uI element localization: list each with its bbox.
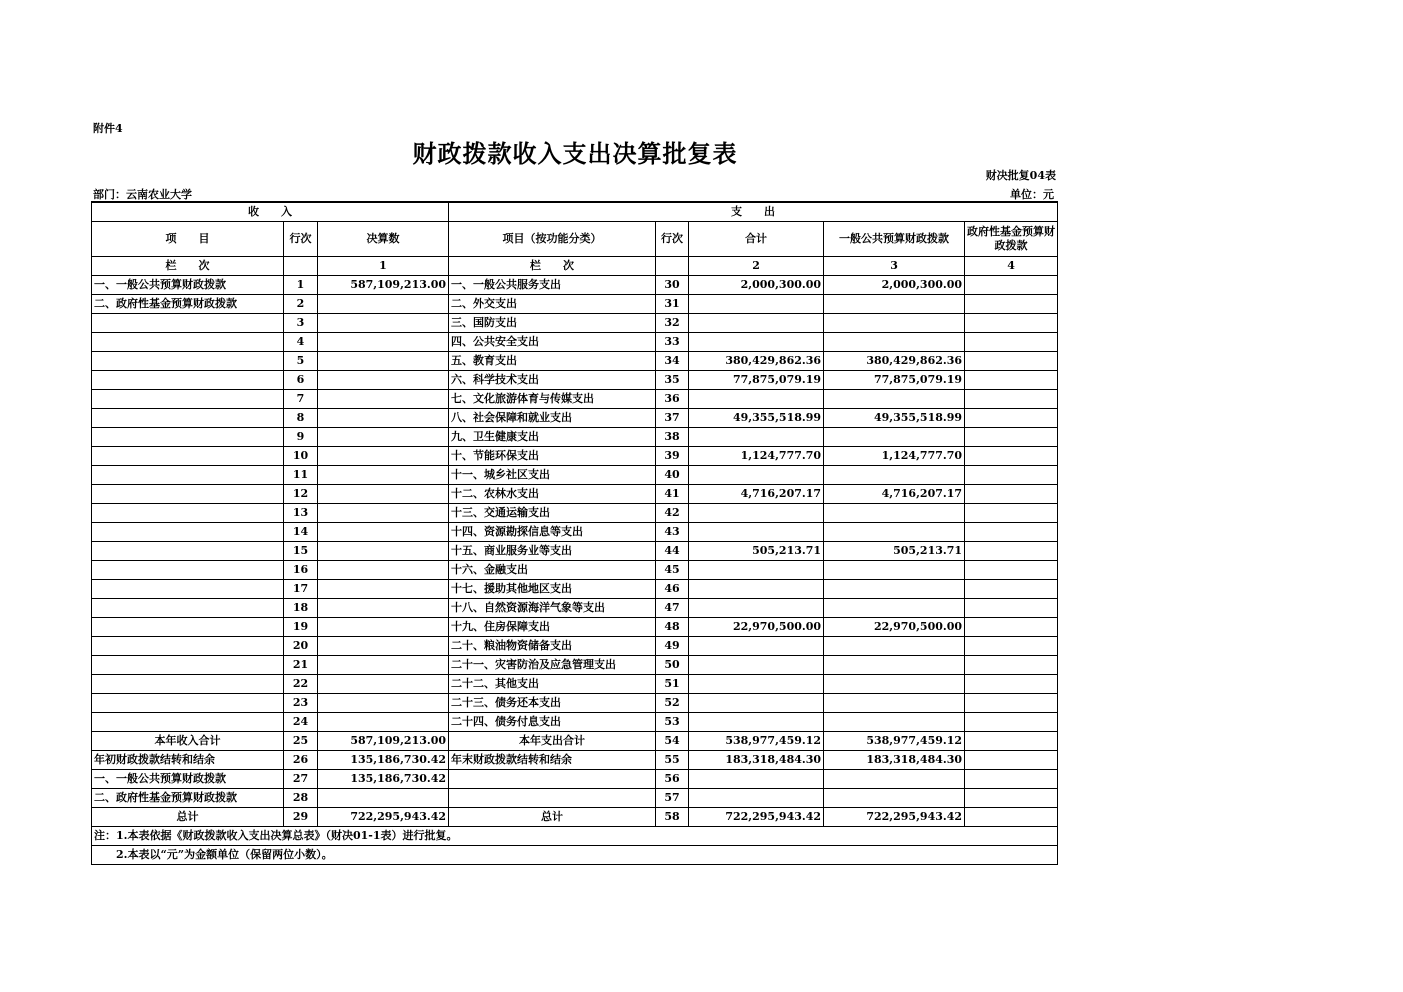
form-code: 财决批复04表 bbox=[985, 169, 1056, 182]
expense-item: 二、外交支出 bbox=[449, 295, 656, 314]
expense-item: 十九、住房保障支出 bbox=[449, 618, 656, 637]
income-header: 收 入 bbox=[92, 202, 449, 222]
income-amount bbox=[318, 390, 449, 409]
table-row bbox=[92, 656, 1058, 675]
expense-gov-fund bbox=[965, 466, 1058, 485]
expense-total bbox=[689, 504, 824, 523]
column-index-row bbox=[92, 257, 1058, 276]
table-row bbox=[92, 390, 1058, 409]
expense-item: 五、教育支出 bbox=[449, 352, 656, 371]
expense-row-no: 47 bbox=[656, 599, 689, 618]
income-amount bbox=[318, 637, 449, 656]
total-header: 合计 bbox=[689, 222, 824, 257]
table-row bbox=[92, 713, 1058, 732]
table-row bbox=[92, 428, 1058, 447]
expense-item bbox=[449, 770, 656, 789]
table-row bbox=[92, 466, 1058, 485]
col-index-1: 1 bbox=[318, 257, 449, 276]
income-amount: 135,186,730.42 bbox=[318, 751, 449, 770]
expense-general-budget bbox=[824, 390, 965, 409]
income-amount bbox=[318, 561, 449, 580]
income-item bbox=[92, 523, 284, 542]
income-amount bbox=[318, 371, 449, 390]
income-row-no: 1 bbox=[284, 276, 318, 295]
income-item bbox=[92, 333, 284, 352]
income-item bbox=[92, 466, 284, 485]
note-text: 2.本表以“元”为金额单位（保留两位小数）。 bbox=[92, 846, 1058, 865]
expense-row-no: 35 bbox=[656, 371, 689, 390]
expense-gov-fund bbox=[965, 637, 1058, 656]
income-item bbox=[92, 637, 284, 656]
expense-general-budget bbox=[824, 561, 965, 580]
expense-row-no: 46 bbox=[656, 580, 689, 599]
income-amount bbox=[318, 656, 449, 675]
income-amount bbox=[318, 333, 449, 352]
expense-gov-fund bbox=[965, 561, 1058, 580]
expense-item: 六、科学技术支出 bbox=[449, 371, 656, 390]
income-row-no: 5 bbox=[284, 352, 318, 371]
expense-total: 4,716,207.17 bbox=[689, 485, 824, 504]
expense-row-no: 44 bbox=[656, 542, 689, 561]
expense-general-budget bbox=[824, 789, 965, 808]
expense-row-no: 58 bbox=[656, 808, 689, 827]
gov-fund-header: 政府性基金预算财政拨款 bbox=[965, 222, 1058, 257]
col-index-4: 4 bbox=[965, 257, 1058, 276]
income-item bbox=[92, 599, 284, 618]
expense-general-budget bbox=[824, 675, 965, 694]
expense-gov-fund bbox=[965, 314, 1058, 333]
income-row-no: 4 bbox=[284, 333, 318, 352]
income-item bbox=[92, 713, 284, 732]
expense-row-no: 32 bbox=[656, 314, 689, 333]
table-row bbox=[92, 485, 1058, 504]
table-row bbox=[92, 637, 1058, 656]
income-item bbox=[92, 694, 284, 713]
expense-total: 538,977,459.12 bbox=[689, 732, 824, 751]
table-row bbox=[92, 770, 1058, 789]
income-amount bbox=[318, 580, 449, 599]
income-amount bbox=[318, 694, 449, 713]
expense-total bbox=[689, 580, 824, 599]
table-row bbox=[92, 295, 1058, 314]
unit-label: 单位：元 bbox=[1010, 188, 1054, 201]
income-item bbox=[92, 542, 284, 561]
expense-general-budget: 49,355,518.99 bbox=[824, 409, 965, 428]
table-row bbox=[92, 447, 1058, 466]
expense-total bbox=[689, 466, 824, 485]
income-amount: 587,109,213.00 bbox=[318, 732, 449, 751]
income-row-no: 10 bbox=[284, 447, 318, 466]
expense-row-no: 43 bbox=[656, 523, 689, 542]
expense-total bbox=[689, 675, 824, 694]
expense-total bbox=[689, 390, 824, 409]
expense-gov-fund bbox=[965, 428, 1058, 447]
income-row-no: 28 bbox=[284, 789, 318, 808]
income-amount bbox=[318, 599, 449, 618]
expense-row-no: 53 bbox=[656, 713, 689, 732]
expense-gov-fund bbox=[965, 485, 1058, 504]
income-item bbox=[92, 580, 284, 599]
row-no-header-2: 行次 bbox=[656, 222, 689, 257]
expense-general-budget: 22,970,500.00 bbox=[824, 618, 965, 637]
income-amount bbox=[318, 409, 449, 428]
expense-total bbox=[689, 523, 824, 542]
expense-gov-fund bbox=[965, 295, 1058, 314]
expense-item: 年末财政拨款结转和结余 bbox=[449, 751, 656, 770]
income-row-no: 19 bbox=[284, 618, 318, 637]
expense-row-no: 49 bbox=[656, 637, 689, 656]
expense-item: 二十、粮油物资储备支出 bbox=[449, 637, 656, 656]
income-item bbox=[92, 485, 284, 504]
expense-general-budget: 2,000,300.00 bbox=[824, 276, 965, 295]
expense-total bbox=[689, 713, 824, 732]
income-amount: 135,186,730.42 bbox=[318, 770, 449, 789]
table-row bbox=[92, 694, 1058, 713]
expense-total bbox=[689, 694, 824, 713]
col-label-2: 栏 次 bbox=[449, 257, 656, 276]
expense-general-budget bbox=[824, 599, 965, 618]
expense-item: 二十四、债务付息支出 bbox=[449, 713, 656, 732]
expense-row-no: 36 bbox=[656, 390, 689, 409]
income-row-no: 7 bbox=[284, 390, 318, 409]
table-row bbox=[92, 314, 1058, 333]
expense-total bbox=[689, 561, 824, 580]
expense-gov-fund bbox=[965, 656, 1058, 675]
expense-row-no: 54 bbox=[656, 732, 689, 751]
income-row-no: 23 bbox=[284, 694, 318, 713]
expense-gov-fund bbox=[965, 504, 1058, 523]
row-no-header: 行次 bbox=[284, 222, 318, 257]
attachment-label: 附件4 bbox=[93, 122, 123, 135]
income-row-no: 6 bbox=[284, 371, 318, 390]
expense-item: 十八、自然资源海洋气象等支出 bbox=[449, 599, 656, 618]
expense-row-no: 38 bbox=[656, 428, 689, 447]
expense-general-budget bbox=[824, 656, 965, 675]
income-row-no: 24 bbox=[284, 713, 318, 732]
expense-general-budget: 538,977,459.12 bbox=[824, 732, 965, 751]
income-item bbox=[92, 656, 284, 675]
expense-gov-fund bbox=[965, 542, 1058, 561]
income-item: 二、政府性基金预算财政拨款 bbox=[92, 295, 284, 314]
expense-general-budget: 4,716,207.17 bbox=[824, 485, 965, 504]
department-label: 部门：云南农业大学 bbox=[93, 188, 192, 201]
expense-item: 二十三、债务还本支出 bbox=[449, 694, 656, 713]
expense-total bbox=[689, 314, 824, 333]
note-text: 注：1.本表依据《财政拨款收入支出决算总表》（财决01-1表）进行批复。 bbox=[92, 827, 1058, 846]
expense-gov-fund bbox=[965, 523, 1058, 542]
income-item bbox=[92, 618, 284, 637]
expense-gov-fund bbox=[965, 352, 1058, 371]
expense-item: 十六、金融支出 bbox=[449, 561, 656, 580]
income-row-no: 8 bbox=[284, 409, 318, 428]
income-row-no: 27 bbox=[284, 770, 318, 789]
general-budget-header: 一般公共预算财政拨款 bbox=[824, 222, 965, 257]
expense-row-no: 42 bbox=[656, 504, 689, 523]
expense-row-no: 55 bbox=[656, 751, 689, 770]
expense-total: 505,213.71 bbox=[689, 542, 824, 561]
income-amount bbox=[318, 713, 449, 732]
expense-gov-fund bbox=[965, 390, 1058, 409]
expense-total bbox=[689, 599, 824, 618]
expense-row-no: 37 bbox=[656, 409, 689, 428]
func-item-header: 项目（按功能分类） bbox=[449, 222, 656, 257]
expense-general-budget bbox=[824, 523, 965, 542]
expense-row-no: 51 bbox=[656, 675, 689, 694]
expense-gov-fund bbox=[965, 618, 1058, 637]
expense-total: 22,970,500.00 bbox=[689, 618, 824, 637]
expense-gov-fund bbox=[965, 675, 1058, 694]
expense-total bbox=[689, 789, 824, 808]
col-index-3: 3 bbox=[824, 257, 965, 276]
expense-general-budget: 183,318,484.30 bbox=[824, 751, 965, 770]
income-amount bbox=[318, 675, 449, 694]
income-row-no: 13 bbox=[284, 504, 318, 523]
expense-general-budget: 505,213.71 bbox=[824, 542, 965, 561]
expense-general-budget: 722,295,943.42 bbox=[824, 808, 965, 827]
table-row bbox=[92, 504, 1058, 523]
header-row-1 bbox=[92, 202, 1058, 222]
expense-row-no: 30 bbox=[656, 276, 689, 295]
income-amount: 587,109,213.00 bbox=[318, 276, 449, 295]
income-item bbox=[92, 675, 284, 694]
income-amount bbox=[318, 295, 449, 314]
expense-item: 十七、援助其他地区支出 bbox=[449, 580, 656, 599]
col-index-2: 2 bbox=[689, 257, 824, 276]
expense-general-budget: 1,124,777.70 bbox=[824, 447, 965, 466]
expense-general-budget bbox=[824, 694, 965, 713]
income-amount bbox=[318, 447, 449, 466]
income-amount bbox=[318, 314, 449, 333]
income-row-no: 26 bbox=[284, 751, 318, 770]
table-row bbox=[92, 561, 1058, 580]
expense-total: 77,875,079.19 bbox=[689, 371, 824, 390]
expense-general-budget bbox=[824, 295, 965, 314]
table-row bbox=[92, 352, 1058, 371]
expense-gov-fund bbox=[965, 694, 1058, 713]
income-amount bbox=[318, 466, 449, 485]
income-amount bbox=[318, 352, 449, 371]
income-item bbox=[92, 447, 284, 466]
expense-total: 380,429,862.36 bbox=[689, 352, 824, 371]
income-row-no: 14 bbox=[284, 523, 318, 542]
expense-total bbox=[689, 656, 824, 675]
income-amount bbox=[318, 618, 449, 637]
expense-row-no: 31 bbox=[656, 295, 689, 314]
expense-row-no: 40 bbox=[656, 466, 689, 485]
income-item bbox=[92, 390, 284, 409]
income-row-no: 17 bbox=[284, 580, 318, 599]
table-row bbox=[92, 523, 1058, 542]
income-row-no: 12 bbox=[284, 485, 318, 504]
income-row-no: 16 bbox=[284, 561, 318, 580]
income-amount bbox=[318, 485, 449, 504]
expense-item: 总计 bbox=[449, 808, 656, 827]
income-row-no: 25 bbox=[284, 732, 318, 751]
table-row bbox=[92, 808, 1058, 827]
table-row bbox=[92, 409, 1058, 428]
expense-total: 1,124,777.70 bbox=[689, 447, 824, 466]
table-row bbox=[92, 333, 1058, 352]
expense-item: 二十一、灾害防治及应急管理支出 bbox=[449, 656, 656, 675]
income-item bbox=[92, 352, 284, 371]
income-item bbox=[92, 371, 284, 390]
expense-row-no: 50 bbox=[656, 656, 689, 675]
budget-table bbox=[91, 201, 1058, 865]
income-amount bbox=[318, 523, 449, 542]
expense-item: 十二、农林水支出 bbox=[449, 485, 656, 504]
expense-total: 2,000,300.00 bbox=[689, 276, 824, 295]
table-row bbox=[92, 751, 1058, 770]
income-row-no: 21 bbox=[284, 656, 318, 675]
note-row bbox=[92, 846, 1058, 865]
expense-gov-fund bbox=[965, 751, 1058, 770]
expense-total: 183,318,484.30 bbox=[689, 751, 824, 770]
expense-item: 九、卫生健康支出 bbox=[449, 428, 656, 447]
income-amount bbox=[318, 789, 449, 808]
income-item: 年初财政拨款结转和结余 bbox=[92, 751, 284, 770]
expense-gov-fund bbox=[965, 599, 1058, 618]
expense-total bbox=[689, 637, 824, 656]
income-row-no: 9 bbox=[284, 428, 318, 447]
expense-item: 三、国防支出 bbox=[449, 314, 656, 333]
expense-gov-fund bbox=[965, 333, 1058, 352]
income-item bbox=[92, 314, 284, 333]
expense-row-no: 48 bbox=[656, 618, 689, 637]
expense-item: 十三、交通运输支出 bbox=[449, 504, 656, 523]
income-row-no: 18 bbox=[284, 599, 318, 618]
expense-total bbox=[689, 295, 824, 314]
expense-gov-fund bbox=[965, 789, 1058, 808]
income-item bbox=[92, 504, 284, 523]
expense-general-budget bbox=[824, 504, 965, 523]
expense-item: 七、文化旅游体育与传媒支出 bbox=[449, 390, 656, 409]
income-item bbox=[92, 561, 284, 580]
expense-row-no: 52 bbox=[656, 694, 689, 713]
expense-row-no: 33 bbox=[656, 333, 689, 352]
expense-row-no: 56 bbox=[656, 770, 689, 789]
income-row-no: 20 bbox=[284, 637, 318, 656]
income-item bbox=[92, 428, 284, 447]
expense-row-no: 39 bbox=[656, 447, 689, 466]
table-row bbox=[92, 580, 1058, 599]
income-item: 一、一般公共预算财政拨款 bbox=[92, 276, 284, 295]
expense-item bbox=[449, 789, 656, 808]
table-row bbox=[92, 732, 1058, 751]
income-amount bbox=[318, 542, 449, 561]
expense-row-no: 34 bbox=[656, 352, 689, 371]
expense-general-budget bbox=[824, 314, 965, 333]
col-label: 栏 次 bbox=[92, 257, 284, 276]
expense-item: 八、社会保障和就业支出 bbox=[449, 409, 656, 428]
expense-gov-fund bbox=[965, 409, 1058, 428]
expense-item: 十四、资源勘探信息等支出 bbox=[449, 523, 656, 542]
expense-general-budget bbox=[824, 580, 965, 599]
income-row-no: 11 bbox=[284, 466, 318, 485]
header-row-2 bbox=[92, 222, 1058, 257]
expense-item: 十、节能环保支出 bbox=[449, 447, 656, 466]
expense-general-budget: 380,429,862.36 bbox=[824, 352, 965, 371]
expense-row-no: 45 bbox=[656, 561, 689, 580]
table-row bbox=[92, 675, 1058, 694]
income-item: 总计 bbox=[92, 808, 284, 827]
item-header: 项 目 bbox=[92, 222, 284, 257]
income-row-no: 15 bbox=[284, 542, 318, 561]
table-row bbox=[92, 542, 1058, 561]
expense-general-budget bbox=[824, 713, 965, 732]
expense-gov-fund bbox=[965, 371, 1058, 390]
expense-total bbox=[689, 333, 824, 352]
expense-general-budget bbox=[824, 333, 965, 352]
table-row bbox=[92, 371, 1058, 390]
income-row-no: 3 bbox=[284, 314, 318, 333]
expense-general-budget bbox=[824, 466, 965, 485]
expense-total: 722,295,943.42 bbox=[689, 808, 824, 827]
note-row bbox=[92, 827, 1058, 846]
income-amount: 722,295,943.42 bbox=[318, 808, 449, 827]
expense-gov-fund bbox=[965, 276, 1058, 295]
expense-item: 四、公共安全支出 bbox=[449, 333, 656, 352]
expense-general-budget bbox=[824, 428, 965, 447]
income-row-no: 2 bbox=[284, 295, 318, 314]
expense-gov-fund bbox=[965, 770, 1058, 789]
income-amount bbox=[318, 428, 449, 447]
expense-general-budget bbox=[824, 637, 965, 656]
expense-gov-fund bbox=[965, 580, 1058, 599]
expense-row-no: 57 bbox=[656, 789, 689, 808]
expense-item: 本年支出合计 bbox=[449, 732, 656, 751]
expense-general-budget: 77,875,079.19 bbox=[824, 371, 965, 390]
income-item bbox=[92, 409, 284, 428]
income-item: 本年收入合计 bbox=[92, 732, 284, 751]
income-item: 二、政府性基金预算财政拨款 bbox=[92, 789, 284, 808]
expense-header: 支 出 bbox=[449, 202, 1058, 222]
expense-item: 十五、商业服务业等支出 bbox=[449, 542, 656, 561]
expense-item: 二十二、其他支出 bbox=[449, 675, 656, 694]
expense-item: 一、一般公共服务支出 bbox=[449, 276, 656, 295]
table-row bbox=[92, 276, 1058, 295]
table-row bbox=[92, 789, 1058, 808]
table-row bbox=[92, 599, 1058, 618]
expense-gov-fund bbox=[965, 732, 1058, 751]
income-amount bbox=[318, 504, 449, 523]
income-item: 一、一般公共预算财政拨款 bbox=[92, 770, 284, 789]
expense-total: 49,355,518.99 bbox=[689, 409, 824, 428]
expense-gov-fund bbox=[965, 808, 1058, 827]
expense-gov-fund bbox=[965, 447, 1058, 466]
table-row bbox=[92, 618, 1058, 637]
final-amount-header: 决算数 bbox=[318, 222, 449, 257]
expense-general-budget bbox=[824, 770, 965, 789]
expense-total bbox=[689, 770, 824, 789]
expense-item: 十一、城乡社区支出 bbox=[449, 466, 656, 485]
page-title: 财政拨款收入支出决算批复表 bbox=[412, 139, 738, 168]
expense-gov-fund bbox=[965, 713, 1058, 732]
expense-row-no: 41 bbox=[656, 485, 689, 504]
income-row-no: 29 bbox=[284, 808, 318, 827]
expense-total bbox=[689, 428, 824, 447]
income-row-no: 22 bbox=[284, 675, 318, 694]
